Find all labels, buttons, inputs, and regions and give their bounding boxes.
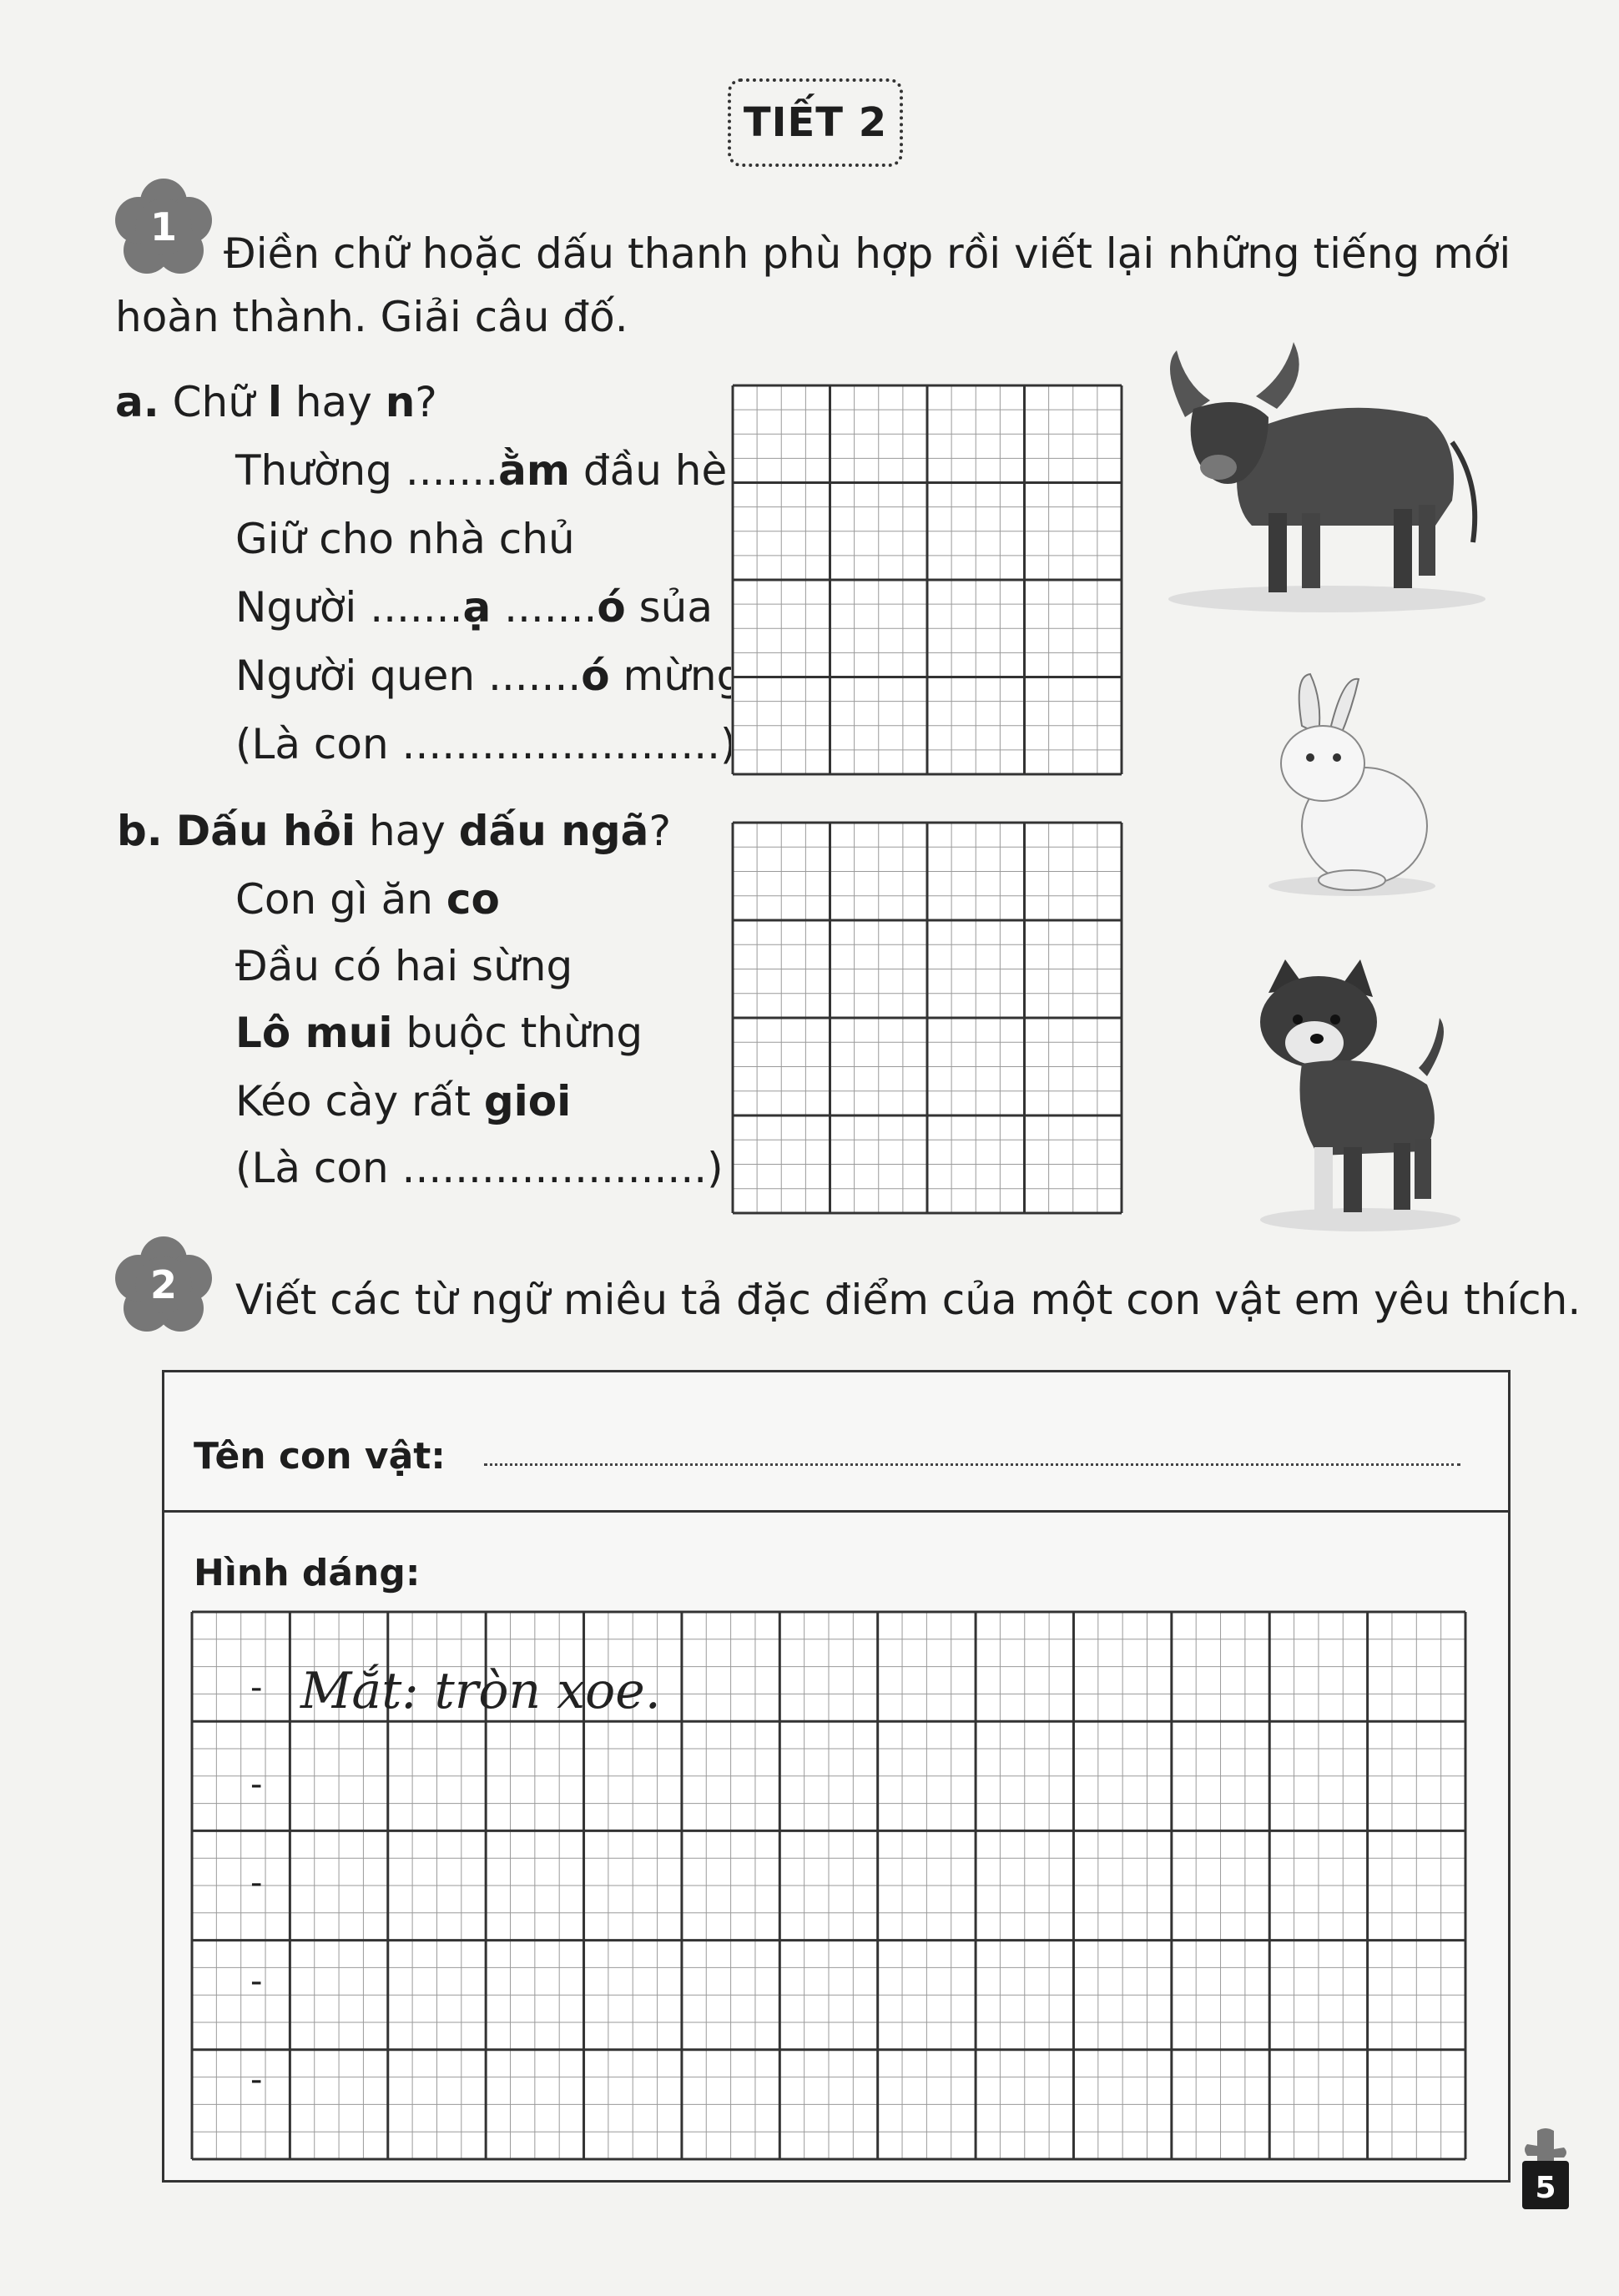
animal-name-input[interactable] [484, 1463, 1460, 1466]
dash-2: - [250, 1765, 263, 1804]
riddle-b-line-4: Kéo cày rất gioi [235, 1077, 572, 1125]
riddle-b-line-2: Đầu có hai sừng [235, 942, 573, 990]
writing-grid-b[interactable] [731, 821, 1123, 1215]
riddle-a-line-2: Giữ cho nhà chủ [235, 515, 575, 563]
riddle-b-line-3: Lô mui buộc thừng [235, 1009, 643, 1057]
riddle-b-answer[interactable]: (Là con .......................) [235, 1144, 724, 1192]
exercise-1-instruction: Điền chữ hoặc dấu thanh phù hợp rồi viết lại những tiếng mới [224, 229, 1511, 278]
animal-name-label: Tên con vật: [194, 1435, 446, 1478]
riddle-a-line-1: Thường .......ằm đầu hè [235, 446, 728, 495]
page-number: 5 [1535, 2171, 1556, 2205]
exercise-2-instruction: Viết các từ ngữ miêu tả đặc điểm của một con vật em yêu thích. [235, 1276, 1581, 1324]
exercise-1-number: 1 [149, 204, 178, 249]
shape-label: Hình dáng: [194, 1552, 421, 1594]
dash-4: - [250, 1962, 263, 2001]
lesson-title: TIẾT 2 [728, 78, 903, 167]
part-a-question: a. Chữ l hay n? [115, 378, 437, 426]
dash-3: - [250, 1864, 263, 1902]
handwritten-answer: Mắt: tròn xoe. [300, 1662, 661, 1720]
flower-badge-icon [113, 1235, 214, 1335]
exercise-2-badge [113, 1235, 214, 1338]
writing-grid-a[interactable] [731, 384, 1123, 776]
exercise-1-badge [113, 177, 214, 280]
table-divider [162, 1510, 1511, 1513]
rabbit-image [1252, 667, 1444, 901]
riddle-a-line-4: Người quen .......ó mừng [235, 652, 744, 700]
riddle-a-answer[interactable]: (Là con ........................) [235, 720, 737, 768]
dash-5: - [250, 2061, 263, 2099]
dash-1: - [250, 1669, 263, 1707]
page-number-badge [1519, 2127, 1572, 2211]
buffalo-image [1152, 334, 1502, 617]
flower-badge-icon [113, 177, 214, 277]
part-b-question: b. Dấu hỏi hay dấu ngã? [117, 807, 671, 855]
riddle-b-line-1: Con gì ăn co [235, 875, 500, 924]
exercise-1-instruction-cont: hoàn thành. Giải câu đố. [115, 293, 628, 341]
dog-image [1243, 959, 1469, 1235]
riddle-a-line-3: Người .......ạ .......ó sủa [235, 583, 714, 632]
exercise-2-number: 2 [149, 1262, 178, 1307]
